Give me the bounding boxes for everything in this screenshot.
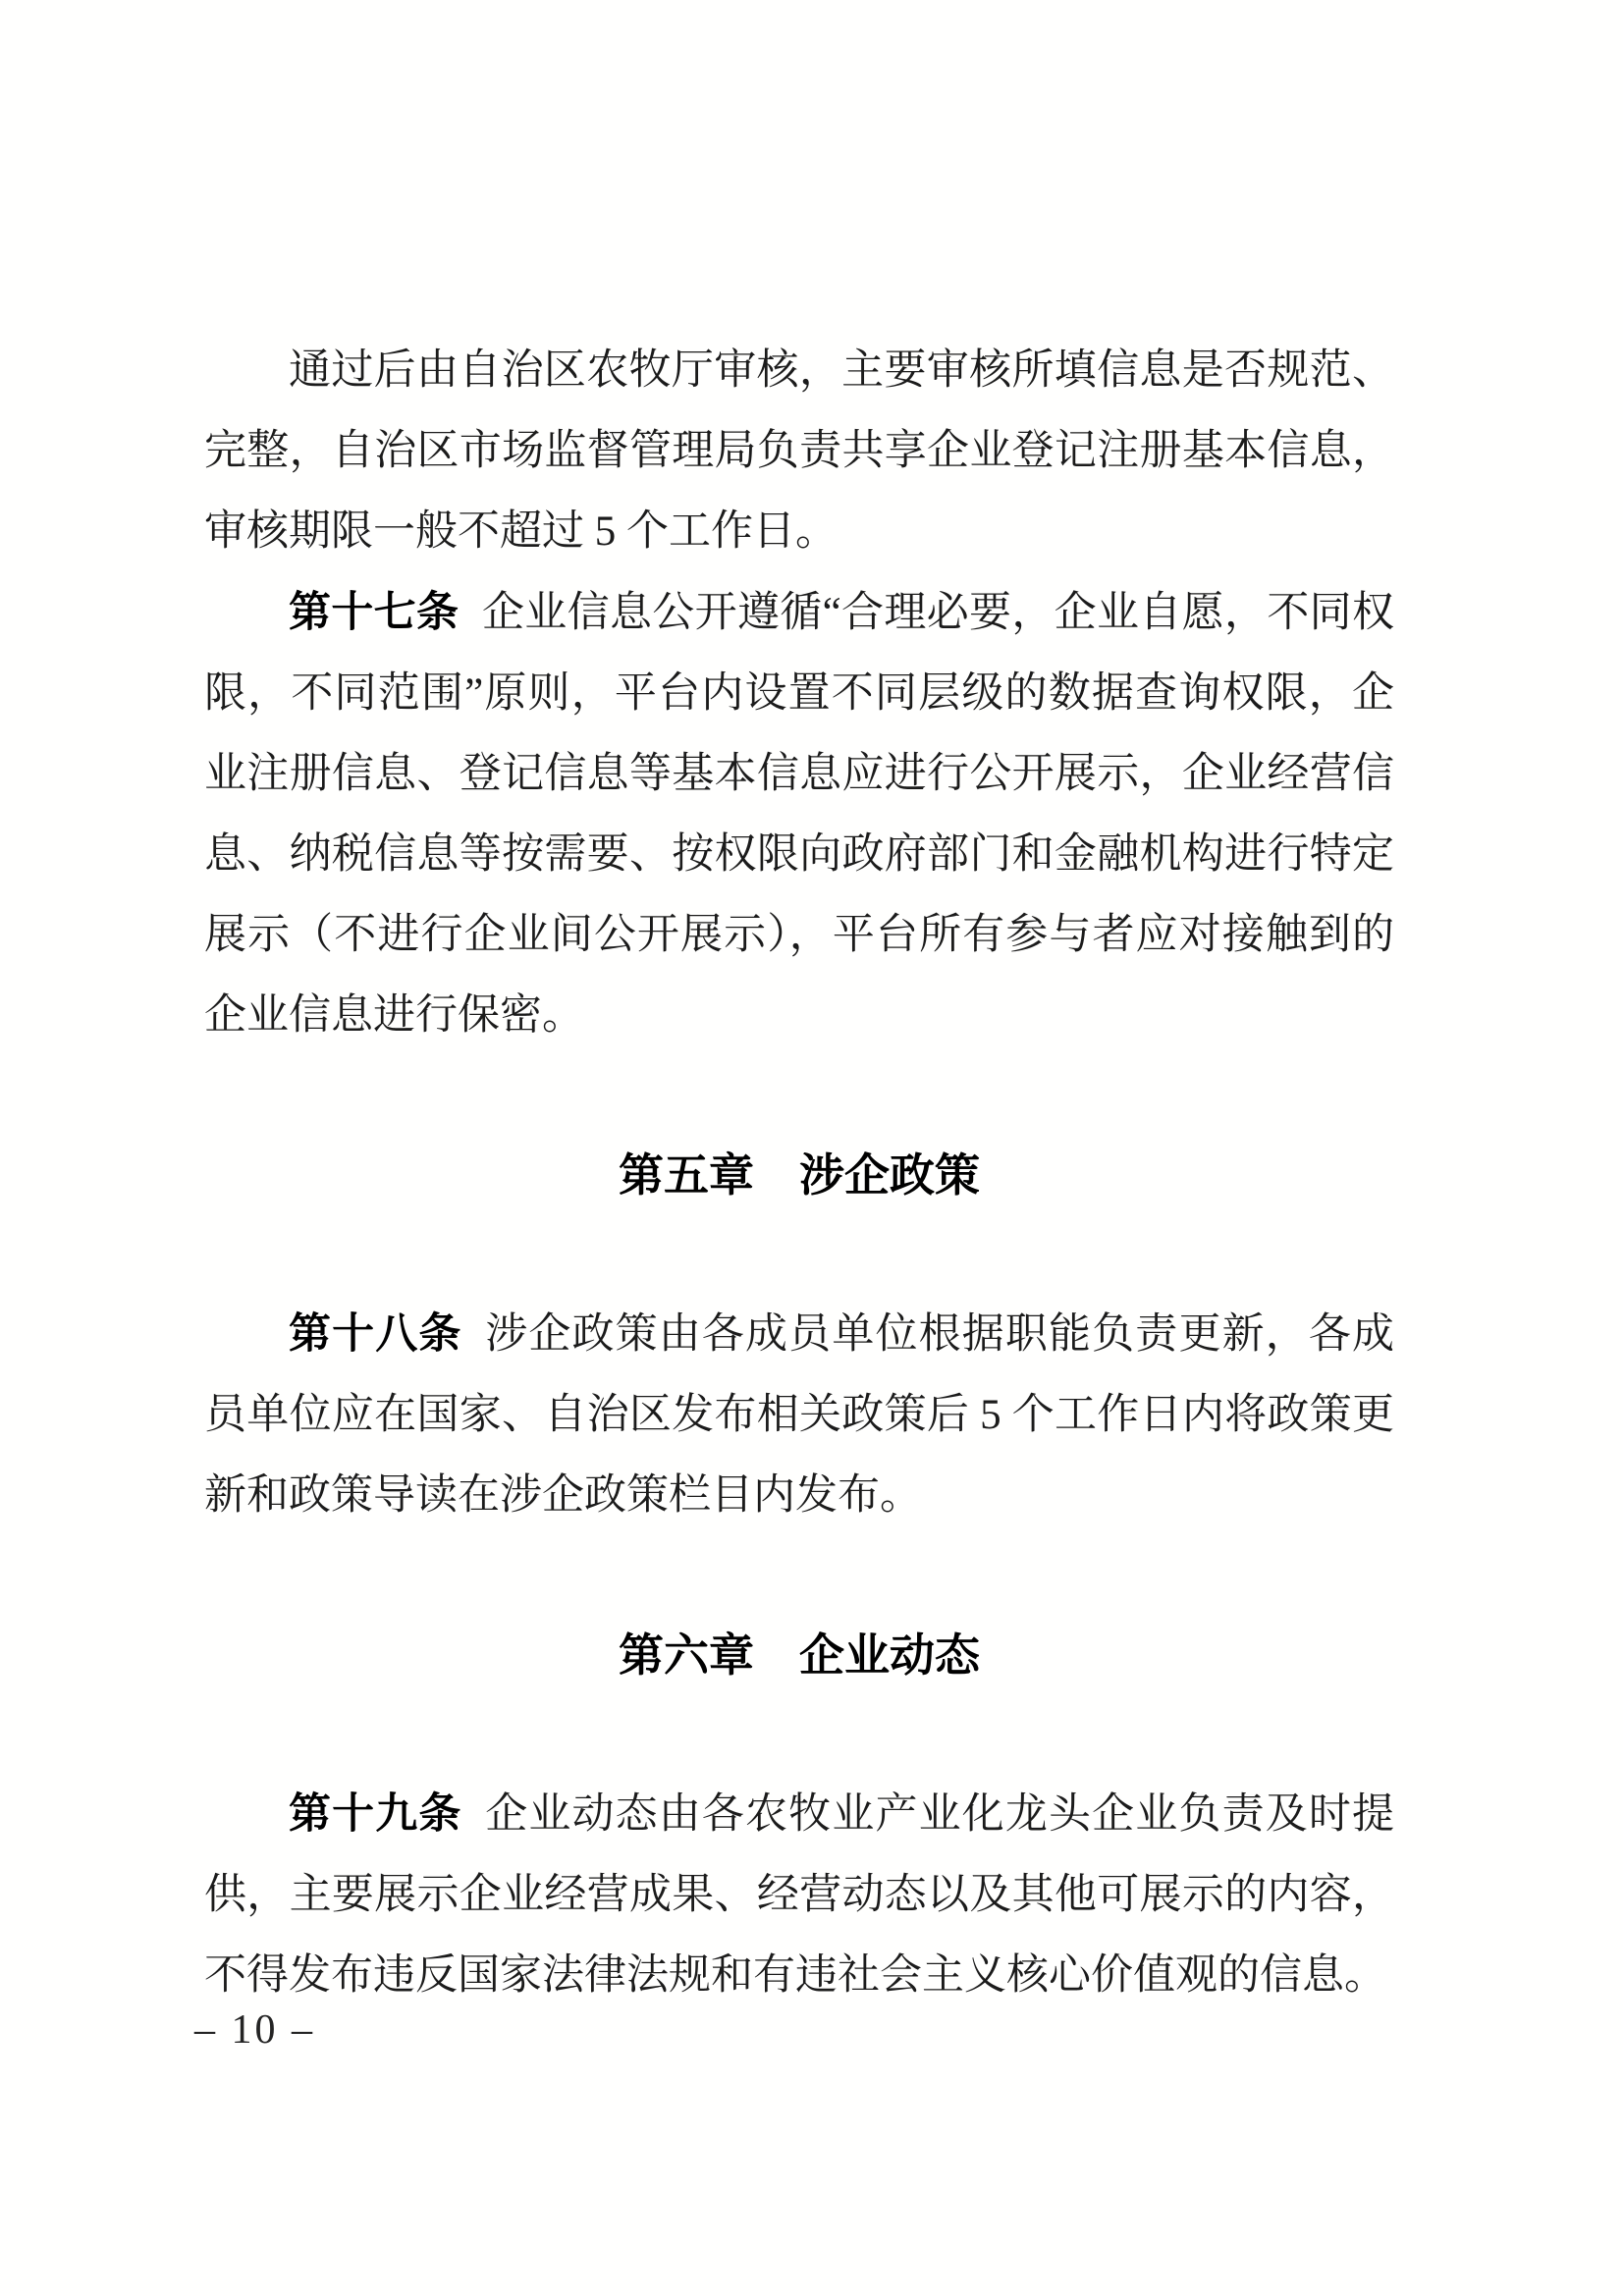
body-paragraph: 第十七条 企业信息公开遵循“合理必要，企业自愿，不同权限，不同范围”原则，平台内设置不同层级的数据查询权限，企业注册信息、登记信息等基本信息应进行公开展示，企业经营信息、纳税信息等按需要、按权限向政府部门和金融机构进行特定展示（不进行企业间公开展示），平台所有参与者应对接触到的企业信息进行保密。 [204,589,1394,1039]
chapter-heading: 第六章 企业动态 [619,1629,980,1681]
body-paragraph: 通过后由自治区农牧厅审核，主要审核所填信息是否规范、完整，自治区市场监督管理局负责共享企业登记注册基本信息，审核期限一般不超过 5 个工作日。 [204,347,1394,555]
page-number: – 10 – [194,2007,315,2053]
body-paragraph: 第十九条 企业动态由各农牧业产业化龙头企业负责及时提供，主要展示企业经营成果、经营动态以及其他可展示的内容，不得发布违反国家法律法规和有违社会主义核心价值观的信息。 [204,1790,1395,1999]
body-paragraph: 第十八条 涉企政策由各成员单位根据职能负责更新，各成员单位应在国家、自治区发布相关政策后 5 个工作日内将政策更新和政策导读在涉企政策栏目内发布。 [204,1310,1395,1519]
chapter-heading: 第五章 涉企政策 [619,1149,980,1201]
article-number: 第十九条 [289,1790,462,1838]
document-text-block [204,331,1394,2016]
article-number: 第十八条 [289,1310,462,1358]
article-number: 第十七条 [289,589,460,636]
